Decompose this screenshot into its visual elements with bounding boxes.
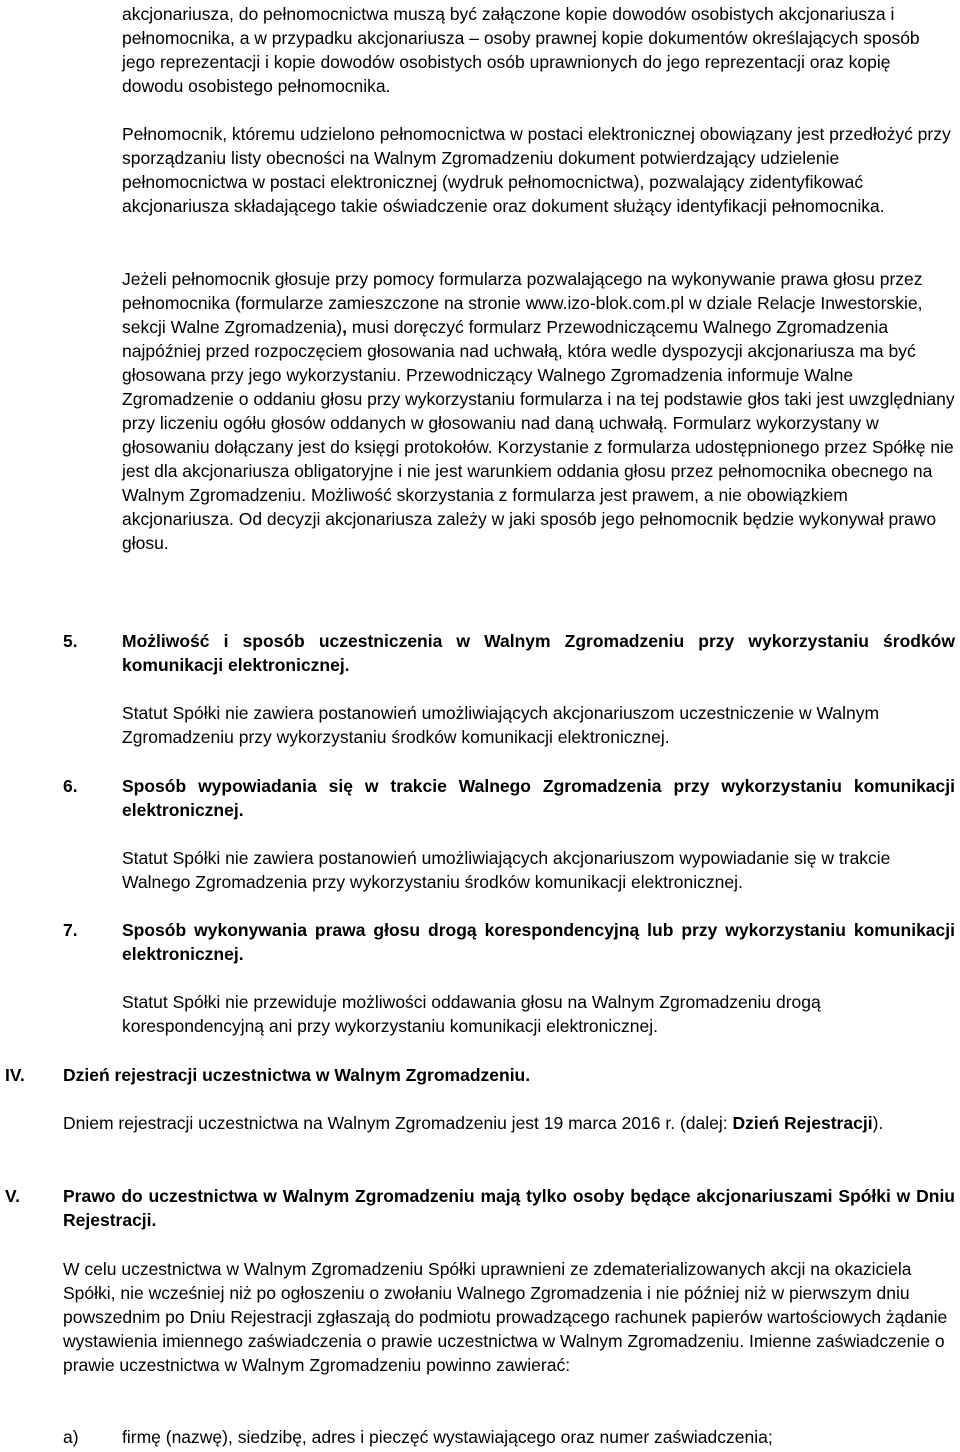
paragraph-scan-requirements: akcjonariusza, do pełnomocnictwa muszą być załączone kopie dowodów osobistych akcjonariusza i pełnomocnika, a w przypadku akcjonariusza – osoby prawnej kopie dokumentów określających sposób jego reprezentacji i kopie dowodów osobistych osób uprawnionych do jego reprezentacji oraz kopię dowodu osobistego pełnomocnika. [122,4,920,96]
section-6-heading: Sposób wypowiadania się w trakcie Walnego Zgromadzenia przy wykorzystaniu komunikacji elektronicznej. [122,776,955,820]
section-iv-body [63,1111,955,1135]
list-item-a-text: firmę (nazwę), siedzibę, adres i pieczęć wystawiającego oraz numer zaświadczenia; [122,1427,773,1447]
registration-day-term: Dzień Rejestracji [732,1113,873,1133]
section-7-heading: Sposób wykonywania prawa głosu drogą korespondencyjną lub przy wykorzystaniu komunikacji elektronicznej. [122,920,955,964]
section-5-body: Statut Spółki nie zawiera postanowień umożliwiających akcjonariuszom uczestniczenie w Walnym Zgromadzeniu przy wykorzystaniu środków komunikacji elektronicznej. [122,703,880,747]
section-v-body: W celu uczestnictwa w Walnym Zgromadzeniu Spółki uprawnieni ze zdematerializowanych akcji na okaziciela Spółki, nie wcześniej niż po ogłoszeniu o zwołaniu Walnego Zgromadzenia i nie później niż w pierwszym dniu powszednim po Dniu Rejestracji zgłaszają do podmiotu prowadzącego rachunek papierów wartościowych żądanie wystawienia imiennego zaświadczenia o prawie uczestnictwa w Walnym Zgromadzeniu. Imienne zaświadczenie o prawie uczestnictwa w Walnym Zgromadzeniu powinno zawierać: [63,1259,948,1375]
section-5-heading: Możliwość i sposób uczestniczenia w Walnym Zgromadzeniu przy wykorzystaniu środków komunikacji elektronicznej. [122,631,955,675]
proxy-form-bold-comma: , [342,317,348,337]
paragraph-proxy-form-voting [122,267,955,555]
section-v-heading: Prawo do uczestnictwa w Walnym Zgromadzeniu mają tylko osoby będące akcjonariuszami Spółki w Dniu Rejestracji. [63,1186,955,1230]
registration-date-text: Dniem rejestracji uczestnictwa na Walnym Zgromadzeniu jest 19 marca 2016 r. (dalej: [63,1113,733,1133]
paragraph-electronic-proxy: Pełnomocnik, któremu udzielono pełnomocnictwa w postaci elektronicznej obowiązany jest przedłożyć przy sporządzaniu listy obecności na Walnym Zgromadzeniu dokument potwierdzający udzielenie pełnomocnictwa w postaci elektronicznej (wydruk pełnomocnictwa), pozwalający zidentyfikować akcjonariusza składającego takie oświadczenie oraz dokument służący identyfikacji pełnomocnika. [122,124,951,216]
section-iv-heading: Dzień rejestracji uczestnictwa w Walnym Zgromadzeniu. [63,1065,531,1085]
section-6-body: Statut Spółki nie zawiera postanowień umożliwiających akcjonariuszom wypowiadanie się w trakcie Walnego Zgromadzenia przy wykorzystaniu środków komunikacji elektronicznej. [122,848,891,892]
section-v-number: V. [5,1186,20,1206]
section-5-number: 5. [63,631,78,651]
section-iv-number: IV. [5,1065,25,1085]
registration-date-tail: ). [872,1113,884,1133]
proxy-form-text-part1: Jeżeli pełnomocnik głosuje przy pomocy formularza pozwalającego na wykonywanie prawa głosu przez pełnomocnika (formularze zamieszczone na stronie www.izo-blok.com.pl w dziale Relacje Inwestorskie, sekcji Walne Zgromadzenia) [122,269,923,337]
list-item-a-marker: a) [63,1427,79,1447]
proxy-form-text-part2: musi doręczyć formularz Przewodniczącemu Walnego Zgromadzenia najpóźniej przed rozpoczęciem głosowania nad uchwałą, która wedle dyspozycji akcjonariusza ma być głosowana przy jego wykorzystaniu. Przewodniczący Walnego Zgromadzenia informuje Walne Zgromadzenie o oddaniu głosu przy wykorzystaniu formularza i na tej podstawie głos taki jest uwzględniany przy liczeniu ogółu głosów oddanych w głosowaniu nad daną uchwałą. Formularz wykorzystany w głosowaniu dołączany jest do księgi protokołów. Korzystanie z formularza udostępnionego przez Spółkę nie jest dla akcjonariusza obligatoryjne i nie jest warunkiem oddania głosu przez pełnomocnika obecnego na Walnym Zgromadzeniu. Możliwość skorzystania z formularza jest prawem, a nie obowiązkiem akcjonariusza. Od decyzji akcjonariusza zależy w jaki sposób jego pełnomocnik będzie wykonywał prawo głosu. [122,317,955,553]
section-6-number: 6. [63,776,78,796]
section-7-body: Statut Spółki nie przewiduje możliwości oddawania głosu na Walnym Zgromadzeniu drogą korespondencyjną ani przy wykorzystaniu komunikacji elektronicznej. [122,992,821,1036]
section-7-number: 7. [63,920,78,940]
